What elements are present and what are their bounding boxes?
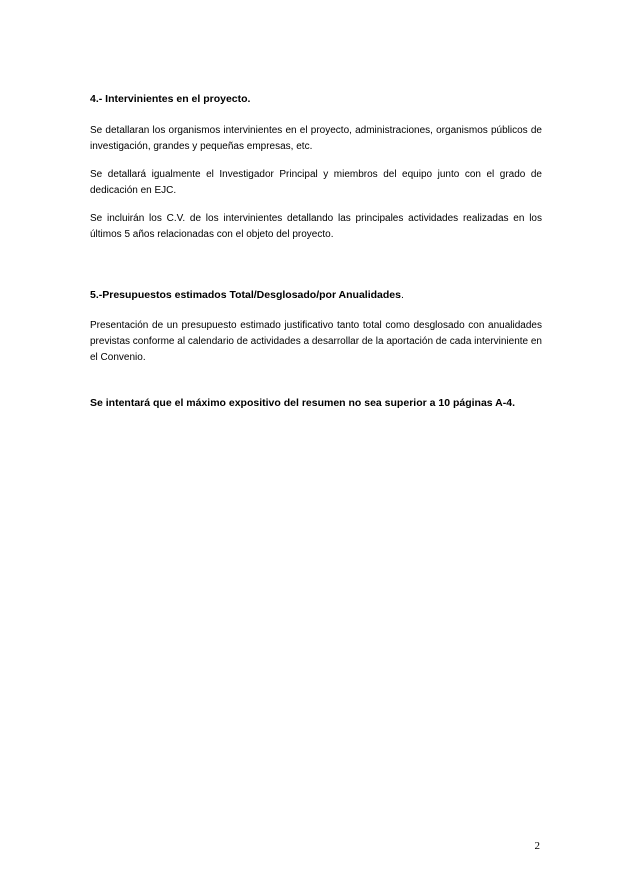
section-5-heading-text: 5.-Presupuestos estimados Total/Desglosado/por Anualidades	[90, 289, 401, 301]
section-4-heading: 4.- Intervinientes en el proyecto.	[90, 93, 251, 105]
section-5-paragraph-1: Presentación de un presupuesto estimado justificativo tanto total como desglosado con anualidades previstas conforme al calendario de actividades a desarrollar de la aportación de cada interviniente en el Convenio.	[90, 320, 542, 363]
section-4-paragraph-3: Se incluirán los C.V. de los intervinientes detallando las principales actividades realizadas en los últimos 5 años relacionadas con el objeto del proyecto.	[90, 213, 542, 240]
section-4-paragraph-1: Se detallaran los organismos intervinientes en el proyecto, administraciones, organismos públicos de investigación, grandes y pequeñas empresas, etc.	[90, 125, 542, 152]
page-number: 2	[534, 840, 540, 852]
page-content	[90, 92, 542, 411]
page-limit-note: Se intentará que el máximo expositivo del resumen no sea superior a 10 páginas A-4.	[90, 397, 516, 409]
section-4-paragraph-2: Se detallará igualmente el Investigador Principal y miembros del equipo junto con el grado de dedicación en EJC.	[90, 169, 542, 196]
section-5-heading	[90, 288, 542, 302]
section-5-heading-suffix: .	[401, 289, 404, 301]
